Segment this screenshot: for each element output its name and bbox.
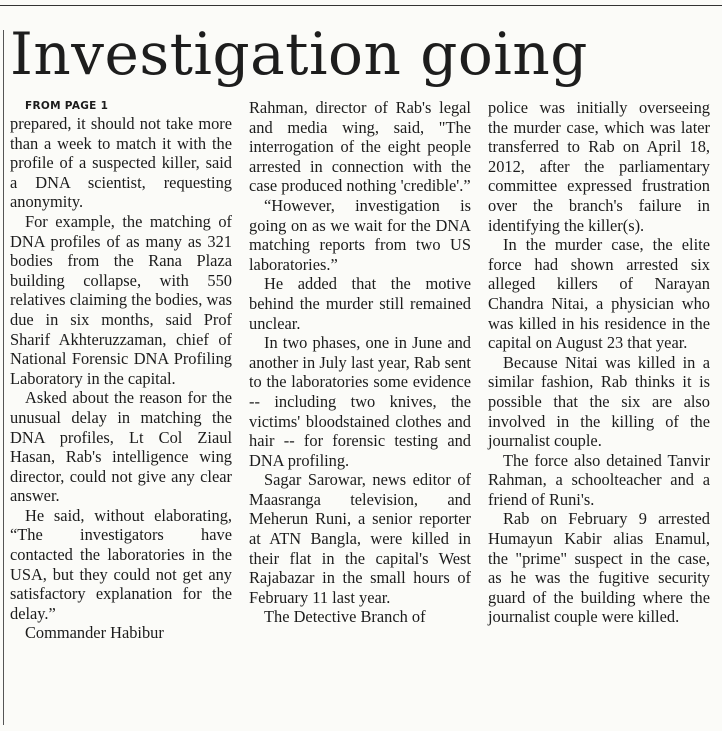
- column-2: [249, 98, 471, 627]
- paragraph: The Detective Branch of: [264, 607, 426, 627]
- paragraph: Commander Habibur: [25, 623, 164, 643]
- paragraph: In two phases, one in June and another in July last year, Rab sent to the laboratories some evidence -- including two knives, the victims' bloodstained clothes and hair -- for forensic testing and DNA profiling.: [249, 333, 471, 470]
- paragraph: prepared, it should not take more than a week to match it with the profile of a suspected killer, said a DNA scientist, requesting anonymity.: [10, 114, 232, 212]
- paragraph: He added that the motive behind the murder still remained unclear.: [249, 274, 471, 333]
- column-1: [10, 98, 232, 643]
- paragraph: Because Nitai was killed in a similar fashion, Rab thinks it is possible that the six are also involved in the killing of the journalist couple.: [488, 352, 710, 451]
- column-rule: [3, 30, 4, 725]
- paragraph: The force also detained Tanvir Rahman, a schoolteacher and a friend of Runi's.: [488, 450, 710, 509]
- column-3: [488, 98, 710, 627]
- paragraph: For example, the matching of DNA profiles of as many as 321 bodies from the Rana Plaza building collapse, with 550 relatives claiming the bodies, was due in six months, said Prof Sharif Akhteruzzaman, chief of National Forensic DNA Profiling Laboratory in the capital.: [10, 211, 232, 388]
- paragraph: Sagar Sarowar, news editor of Maasranga television, and Meherun Runi, a senior reporter at ATN Bangla, were killed in their flat in the capital's West Rajabazar in the small hours of February 11 last year.: [249, 470, 471, 607]
- top-rule: [0, 0, 722, 6]
- paragraph: Rab on February 9 arrested Humayun Kabir alias Enamul, the "prime" suspect in the case, as he was the fugitive security guard of the building where the journalist couple were killed.: [488, 509, 710, 627]
- kicker: FROM PAGE 1: [25, 100, 109, 112]
- paragraph: Rahman, director of Rab's legal and media wing, said, "The interrogation of the eight people arrested in connection with the case produced nothing 'credible'.”: [249, 98, 471, 196]
- paragraph: He said, without elaborating, “The investigators have contacted the laboratories in the USA, but they could not get any satisfactory explanation for the delay.”: [10, 505, 232, 623]
- paragraph: police was initially overseeing the murder case, which was later transferred to Rab on April 18, 2012, after the parliamentary committee expressed frustration over the branch's failure in identifying the killer(s).: [488, 98, 710, 235]
- paragraph: “However, investigation is going on as we wait for the DNA matching reports from two US laboratories.”: [249, 195, 471, 274]
- headline: Investigation going: [10, 20, 588, 88]
- paragraph: Asked about the reason for the unusual delay in matching the DNA profiles, Lt Col Ziaul Hasan, Rab's intelligence wing director, could not give any clear answer.: [10, 388, 232, 506]
- paragraph: In the murder case, the elite force had shown arrested six alleged killers of Narayan Chandra Nitai, a physician who was killed in his residence in the capital on August 23 that year.: [488, 235, 710, 353]
